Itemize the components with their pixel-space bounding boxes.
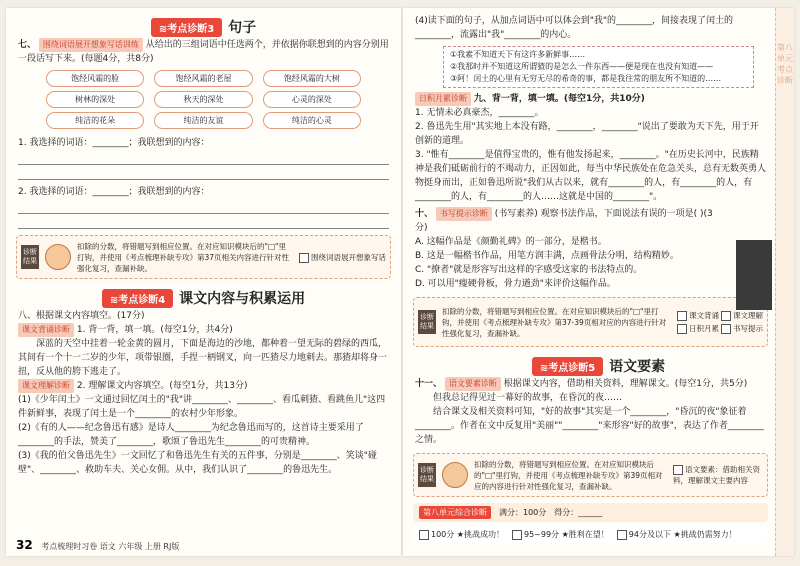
sub-question-1: 课文背诵诊断 1. 背一背，填一填。(每空1分，共4分) [6,323,401,337]
option-checkbox[interactable]: 日积月累 [677,323,719,334]
phrase-item: 秋天的深处 [154,91,252,108]
phrase-item: 纯洁的友谊 [154,112,252,129]
quote-line: ①我素不知道天下有这许多新鲜事…… [450,50,586,59]
answer-line[interactable] [18,201,389,214]
answer-line[interactable] [18,152,389,165]
quote-text: 但我总记得见过一幕好的故事，在昏沉的夜…… [433,393,623,403]
side-decoration: 第八单元 考点诊断 [775,8,794,556]
question-text: 从给出的三组词语中任选两个，并依据你联想到的内容分别用一段话写下来。(每题4分，共8分) [18,40,389,64]
checkbox-icon[interactable] [512,530,522,540]
option-checkbox[interactable]: 书写提示 [721,323,763,334]
section-banner-3 [6,16,401,38]
section-title: 句子 [228,20,257,36]
score-bar [413,503,768,522]
skill-pill: 书写提示诊断 [436,207,492,221]
sub-question-2a: (1)《少年闰土》一文通过回忆闰土的"我"讲________、________、看瓜刺猹、看跳鱼儿"这四件新鲜事，表现了闰土是一个________的农村少年形象。 [18,395,386,419]
section-tag: ≋考点诊断3 [151,18,222,37]
checkbox-icon[interactable] [721,311,731,321]
section-banner-5 [403,355,794,377]
diagnosis-options [677,310,763,334]
question-7-4: (4)读下面的句子，从加点词语中可以体会到"我"的________，间接表现了闰土的________，流露出"我"________的内心。 [415,16,734,40]
phrase-item: 心灵的深处 [263,91,361,108]
question-11: 十一、 语文要素诊断 根据课文内容，借助相关资料，理解课文。(每空1分，共5分) [415,379,748,389]
answer-line[interactable] [18,167,389,180]
option-a[interactable]: A. 这幅作品是《颜勤礼碑》的一部分，是楷书。 [415,237,607,247]
score-levels [413,526,768,543]
checkbox-icon[interactable] [419,530,429,540]
section-title: 课文内容与积累运用 [179,291,306,307]
score-level[interactable]: 100分 ★挑战成功！ [419,529,504,540]
checkbox-icon[interactable] [677,324,687,334]
question-9-item: 3. "惟有________是值得宝贵的，惟有他发扬起来，________。"在历史长河中，民族精神是我们砥砺前行的不竭动力，正因如此，每当中华民族处在危急关头，总有无数英勇人物挺身而出，正如鲁迅所说"我们从古以来，就有________的人，有________的人，有________的人，有________的人……这就是中国的________"。 [415,150,767,202]
student-avatar-icon [45,244,71,270]
diagnosis-box [413,453,768,497]
phrase-item: 饱经风霜的大树 [263,70,361,87]
question-9: 日积月累诊断 九、背一背，填一填。(每空1分，共10分) [403,92,794,106]
diagnosis-option[interactable]: 语文要素：借助相关资料，理解课文主要内容 [673,465,760,485]
quote-line: ②我那时并不知道这所谓猹的是怎么一件东西——便是现在也没有知道—— [450,62,714,71]
score-level[interactable]: 95~99分 ★胜利在望！ [512,529,609,540]
sub-question-2c: (3)《我的伯父鲁迅先生》一文回忆了和鲁迅先生有关的五件事，分别是________、笑谈"碰壁"、________、救助车夫、关心女佣。从中，我们认识了________的鲁迅先生。 [18,451,377,475]
section-banner-4 [6,287,401,309]
student-avatar-icon [442,462,468,488]
phrase-item: 纯洁的花朵 [46,112,144,129]
diagnosis-option[interactable]: 围绕词语展开想象写话 [299,252,386,263]
question-9-item: 1. 无情未必真豪杰，________。 [415,108,544,118]
quote-line: ③阿！闰土的心里有无穷无尽的希奇的事，都是我往常的朋友所不知道的…… [450,74,722,83]
question-9-item: 2. 鲁迅先生用"其实地上本没有路，________，________"说出了要敢为天下先，用于开创新的道理。 [415,122,759,146]
answer-prompt-2: 2. 我选择的词语：________；我联想到的内容： [18,187,210,197]
diagnosis-badge: 诊断结果 [418,310,436,334]
option-b[interactable]: B. 这是一幅楷书作品，用笔方润丰满，点画骨法分明，结构精妙。 [415,251,679,261]
page-footer [16,538,179,552]
sub-question-2b: (2)《有的人——纪念鲁迅有感》是诗人________为纪念鲁迅而写的，这首诗主要采用了________的手法，赞美了________，歌颂了鲁迅先生________的可贵精神。 [18,423,364,447]
question-number: 七、 [18,40,37,50]
calligraphy-image [736,240,772,310]
score-heading: 第八单元综合诊断 [419,506,491,519]
score-got: 得分：______ [554,508,603,517]
question-7 [6,38,401,66]
right-page [403,8,794,556]
score-total: 满分：100分 [499,508,547,517]
answer-prompt-1: 1. 我选择的词语：________；我联想到的内容： [18,138,210,148]
sub-question-2: 课文理解诊断 2. 理解课文内容填空。(每空1分，共13分) [6,379,401,393]
option-checkbox[interactable]: 课文理解 [721,310,763,321]
score-level[interactable]: 94分及以下 ★挑战仍需努力！ [617,529,737,540]
checkbox-icon[interactable] [721,324,731,334]
question-10: 十、 书写提示诊断 (书写素养) 观察书法作品，下面说法有误的一项是( )(3分) [415,209,713,233]
checkbox-icon[interactable] [299,253,309,263]
checkbox-icon[interactable] [673,465,683,475]
skill-pill: 语文要素诊断 [445,377,501,391]
checkbox-icon[interactable] [677,311,687,321]
diagnosis-box [16,235,391,279]
checkbox-icon[interactable] [617,530,627,540]
passage-text: 深蓝的天空中挂着一轮金黄的圆月，下面是海边的沙地，都种着一望无际的碧绿的西瓜，其间有一个十一二岁的少年，项带银圈，手捏一柄钢叉，向一匹猹尽力地刺去。那猹却将身一扭，反从他的胯下逃走了。 [18,339,388,377]
diagnosis-badge: 诊断结果 [21,245,39,269]
question-11-body: 结合课文及相关资料可知，"好的故事"其实是一个________，"昏沉的夜"象征着________。作者在文中反复用"美丽""________"来形容"好的故事"，表达了作者________之情。 [415,407,764,445]
phrase-grid [6,66,401,133]
section-title: 语文要素 [609,359,666,375]
skill-pill: 围绕词语展开想象写话训练 [39,38,143,52]
page-number: 32 [16,538,33,552]
diagnosis-text: 扣除的分数，将错题写到相应位置。在对应知识模块后的"□"里打钩，并使用《考点梳理补缺专攻》第37-39页相对应的内容进行针对性强化复习，查漏补缺。 [442,306,667,338]
diagnosis-badge: 诊断结果 [418,463,436,487]
phrase-item: 纯洁的心灵 [263,112,361,129]
section-tag: ≋考点诊断4 [102,289,173,308]
skill-pill: 日积月累诊断 [415,92,471,106]
diagnosis-box [413,297,768,347]
quote-box [443,46,754,88]
phrase-item: 饱经风霜的老屋 [154,70,252,87]
skill-pill: 课文背诵诊断 [18,323,74,337]
option-checkbox[interactable]: 课文背诵 [677,310,719,321]
section-tag: ≋考点诊断5 [532,357,603,376]
option-c[interactable]: C. "撩者"就是形容写出这样的字感受这家的书法特点的。 [415,265,643,275]
diagnosis-text: 扣除的分数，将错题写到相应位置。在对应知识模块后的"□"里打钩，并使用《考点梳理补缺专攻》第37页相关内容进行针对性强化复习，查漏补缺。 [77,241,290,273]
skill-pill: 课文理解诊断 [18,379,74,393]
footer-text: 考点梳理时习卷 语文 六年级 上册 RJ版 [41,542,180,551]
option-d[interactable]: D. 可以用"瘦硬骨板，骨力遒劲"来评价这幅作品。 [415,279,616,289]
left-page [6,8,401,556]
diagnosis-text: 扣除的分数，将错题写到相应位置。在对应知识模块后的"□"里打钩，并使用《考点梳理补缺专攻》第39页相对应的内容进行针对性强化复习，查漏补缺。 [474,459,663,491]
answer-line[interactable] [18,216,389,229]
phrase-item: 树林的深处 [46,91,144,108]
question-8-title: 八、根据课文内容填空。(17分) [18,311,145,321]
phrase-item: 饱经风霜的脸 [46,70,144,87]
